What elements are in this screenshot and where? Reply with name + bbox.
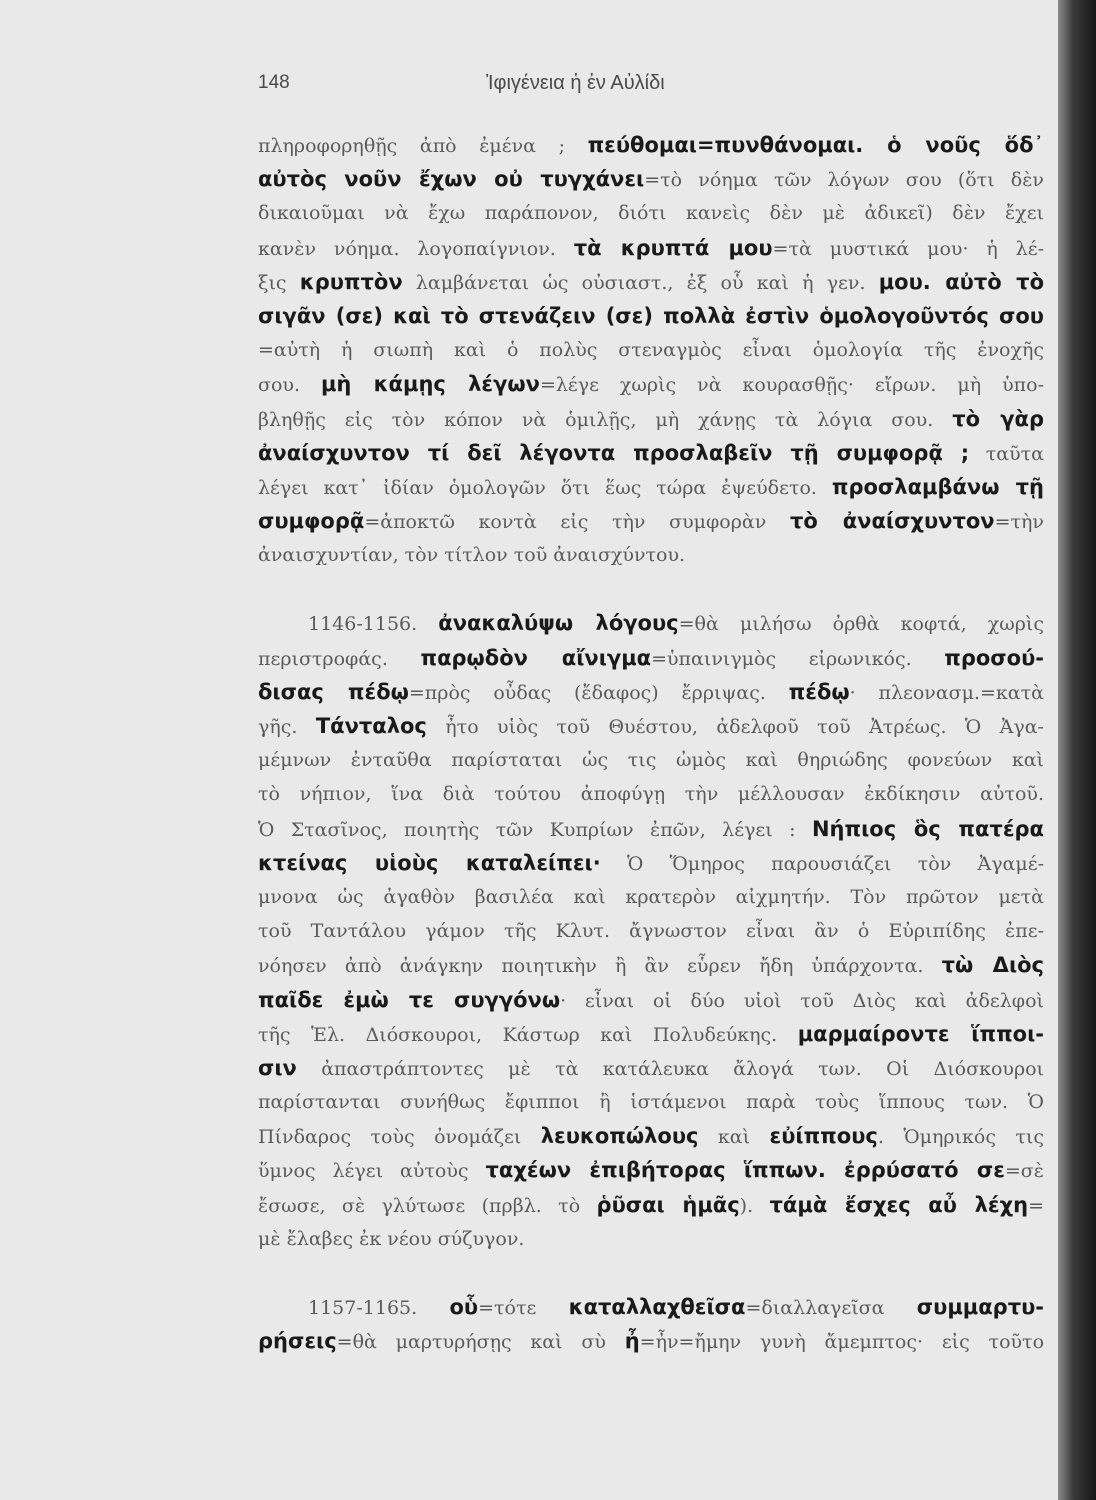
gloss-text: =λέγε χωρὶς νὰ κουρασθῇς· εἴρων. μὴ ὑπο- xyxy=(539,374,1044,397)
lemma-bold: ἀνακαλύψω λόγους xyxy=(438,611,679,636)
text-line xyxy=(258,470,1044,504)
lemma-bold: ἀναίσχυντον τί δεῖ λέγοντα προσλαβεῖν τῇ συμφορᾷ ; xyxy=(258,440,970,465)
gloss-text: ταῦτα xyxy=(969,442,1044,465)
text-line xyxy=(258,231,1044,265)
gloss-text: ξις xyxy=(258,271,300,294)
lemma-bold: ρήσεις xyxy=(258,1329,337,1354)
gloss-text: =ἦν=ἤμην γυνὴ ἄμεμπτος· εἰς τοῦτο xyxy=(639,1331,1044,1354)
gloss-text: τὸ νήπιον, ἵνα διὰ τούτου ἀποφύγῃ τὴν μέλλουσαν ἐκδίκησιν αὐτοῦ. xyxy=(258,783,1044,806)
gloss-text: =τὴν xyxy=(994,511,1044,534)
lemma-bold: λευκοπώλους xyxy=(540,1124,699,1149)
text-line xyxy=(258,948,1044,982)
gloss-text: ἀπαστράπτοντες μὲ τὰ κατάλευκα ἄλογά των. Οἱ Διόσκουροι xyxy=(296,1057,1044,1080)
book-spine-edge xyxy=(1058,0,1096,1500)
gloss-text: 1157-1165. xyxy=(308,1297,450,1319)
text-line xyxy=(258,196,1044,230)
gloss-text: σου. xyxy=(258,374,321,397)
commentary-paragraph xyxy=(258,1290,1044,1358)
text-line xyxy=(258,128,1044,162)
gloss-text: ἀναισχυντίαν, τὸν τίτλον τοῦ ἀναισχύντου. xyxy=(258,544,686,567)
gloss-text: νόησεν ἀπὸ ἀνάγκην ποιητικὴν ἢ ἂν εὗρεν ἤδη ὑπάρχοντα. xyxy=(258,955,942,978)
gloss-text: λέγει κατ᾽ ἰδίαν ὁμολογῶν ὅτι ἕως τώρα ἐψεύδετο. xyxy=(258,476,832,499)
gloss-text: βληθῇς εἰς τὸν κόπον νὰ ὁμιλῇς, μὴ χάνῃς τὰ λόγια σου. xyxy=(258,408,953,431)
gloss-text: = xyxy=(1028,1194,1044,1217)
text-line xyxy=(258,1290,1044,1324)
gloss-text: πληροφορηθῇς ἀπὸ ἐμένα ; xyxy=(258,135,588,157)
lemma-bold: προσλαμβάνω τῇ xyxy=(831,474,1044,499)
lemma-bold: τὼ Διὸς xyxy=(941,953,1044,978)
gloss-text: παρίστανται συνήθως ἔφιπποι ἢ ἱστάμενοι παρὰ τοὺς ἵππους των. Ὁ xyxy=(258,1091,1044,1114)
lemma-bold: ταχέων ἐπιβήτορας ἵππων. ἐρρύσατό σε xyxy=(485,1158,1005,1183)
gloss-text: . Ὁμηρικός τις xyxy=(877,1126,1044,1149)
lemma-bold: καταλλαχθεῖσα xyxy=(568,1295,746,1319)
text-line xyxy=(258,367,1044,401)
gloss-text: ὕμνος λέγει αὐτοὺς xyxy=(258,1160,486,1183)
lemma-bold: μου. αὐτὸ τὸ xyxy=(878,269,1044,294)
gloss-text: =τότε xyxy=(478,1297,569,1319)
gloss-text: =διαλλαγεῖσα xyxy=(745,1297,917,1319)
text-line xyxy=(258,436,1044,470)
page-header xyxy=(258,72,1048,102)
lemma-bold: μὴ κάμῃς λέγων xyxy=(320,372,540,397)
gloss-text: · πλεονασμ.=κατὰ xyxy=(849,681,1044,704)
text-line xyxy=(258,1153,1044,1187)
lemma-bold: συμφορᾷ xyxy=(258,509,365,534)
gloss-text: κανὲν νόημα. λογοπαίγνιον. xyxy=(258,237,574,260)
lemma-bold: πέδῳ xyxy=(788,679,850,704)
lemma-bold: συμμαρτυ- xyxy=(916,1295,1044,1319)
text-line xyxy=(258,846,1044,880)
gloss-text: μὲ ἔλαβες ἐκ νέου σύζυγον. xyxy=(258,1227,525,1250)
commentary-paragraph xyxy=(258,128,1044,572)
gloss-text: =πρὸς οὖδας (ἔδαφος) ἔρριψας. xyxy=(408,681,789,704)
lemma-bold: κτείνας υἱοὺς καταλείπει· xyxy=(258,850,601,875)
gloss-text: =αὐτὴ ἡ σιωπὴ καὶ ὁ πολὺς στεναγμὸς εἶναι ὁμολογία τῆς ἐνοχῆς xyxy=(258,339,1044,362)
gloss-text: =ὑπαινιγμὸς εἰρωνικός. xyxy=(651,647,945,670)
lemma-bold: κρυπτὸν xyxy=(299,269,403,294)
gloss-text: τῆς Ἑλ. Διόσκουροι, Κάστωρ καὶ Πολυδεύκης. xyxy=(258,1023,798,1046)
text-line xyxy=(258,1222,1044,1256)
lemma-bold: σιν xyxy=(258,1055,297,1080)
gloss-text: περιστροφάς. xyxy=(258,647,421,670)
lemma-bold: παῖδε ἐμὼ τε συγγόνω xyxy=(258,987,561,1012)
lemma-bold: δισας πέδῳ xyxy=(258,679,409,704)
text-line xyxy=(258,914,1044,948)
gloss-text: ἦτο υἱὸς τοῦ Θυέστου, ἀδελφοῦ τοῦ Ἀτρέως. Ὁ Ἀγα- xyxy=(426,716,1044,738)
lemma-bold: τὸ ἀναίσχυντον xyxy=(789,509,995,534)
text-line xyxy=(258,333,1044,367)
text-line xyxy=(258,299,1044,333)
text-line xyxy=(258,606,1044,640)
text-line xyxy=(258,504,1044,538)
paragraph-gap xyxy=(258,572,1044,606)
text-line xyxy=(258,777,1044,811)
lemma-bold: ἦ xyxy=(624,1329,640,1354)
gloss-text: τοῦ Ταντάλου γάμον τῆς Κλυτ. ἄγνωστον εἶναι ἂν ὁ Εὐριπίδης ἐπε- xyxy=(258,920,1044,943)
gloss-text: Ὁ Στασῖνος, ποιητὴς τῶν Κυπρίων ἐπῶν, λέγει : xyxy=(258,818,812,841)
lemma-bold: σιγᾶν (σε) καὶ τὸ στενάζειν (σε) πολλὰ ἐστὶν ὁμολογοῦντός σου xyxy=(258,303,1044,328)
text-line xyxy=(258,162,1044,196)
paragraph-gap xyxy=(258,1256,1044,1290)
text-line xyxy=(258,1051,1044,1085)
gloss-text: =θὰ μιλήσω ὀρθὰ κοφτά, χωρὶς xyxy=(678,613,1044,636)
text-line xyxy=(258,641,1044,675)
gloss-text: =ἀποκτῶ κοντὰ εἰς τὴν συμφορὰν xyxy=(364,511,790,534)
gloss-text: μέμνων ἐνταῦθα παρίσταται ὡς τις ὠμὸς καὶ θηριώδης φονεύων καὶ xyxy=(258,749,1044,772)
gloss-text: δικαιοῦμαι νὰ ἔχω παράπονον, διότι κανεὶς δὲν μὲ ἀδικεῖ) δὲν ἔχει xyxy=(258,202,1044,225)
lemma-bold: ῥῦσαι ἡμᾶς xyxy=(596,1192,740,1217)
lemma-bold: προσού- xyxy=(944,645,1044,670)
text-line xyxy=(258,812,1044,846)
text-line xyxy=(258,743,1044,777)
gloss-text: =τὸ νόημα τῶν λόγων σου (ὅτι δὲν xyxy=(644,169,1044,192)
text-line xyxy=(258,1085,1044,1119)
lemma-bold: πεύθομαι=πυνθάνομαι. ὁ νοῦς ὅδ᾽ xyxy=(587,133,1044,157)
text-line xyxy=(258,1119,1044,1153)
text-line xyxy=(258,709,1044,743)
text-line xyxy=(258,402,1044,436)
gloss-text: καὶ xyxy=(698,1126,770,1149)
lemma-bold: τάμὰ ἔσχες αὖ λέχη xyxy=(769,1192,1029,1217)
page-number: 148 xyxy=(258,72,290,93)
gloss-text: μνονα ὡς ἀγαθὸν βασιλέα καὶ κρατερὸν αἰχμητήν. Τὸν πρῶτον μετὰ xyxy=(258,885,1044,908)
lemma-bold: παρῳδὸν αἴνιγμα xyxy=(420,645,652,670)
gloss-text: Πίνδαρος τοὺς ὀνομάζει xyxy=(258,1126,541,1149)
text-line xyxy=(258,538,1044,572)
gloss-text: 1146-1156. xyxy=(308,613,439,636)
gloss-text: λαμβάνεται ὡς οὐσιαστ., ἐξ οὗ καὶ ἡ γεν. xyxy=(402,271,879,294)
gloss-text: ἔσωσε, σὲ γλύτωσε (πρβλ. τὸ xyxy=(258,1194,597,1217)
text-line xyxy=(258,880,1044,914)
gloss-text: Ὁ Ὅμηρος παρουσιάζει τὸν Ἀγαμέ- xyxy=(600,852,1044,875)
gloss-text: γῆς. xyxy=(258,716,316,738)
running-title: Ἰφιγένεια ἡ ἐν Αὐλίδι xyxy=(486,72,665,94)
text-line xyxy=(258,265,1044,299)
lemma-bold: τὰ κρυπτά μου xyxy=(573,235,773,260)
lemma-bold: οὗ xyxy=(449,1295,479,1319)
gloss-text: · εἶναι οἱ δύο υἱοὶ τοῦ Διὸς καὶ ἀδελφοὶ xyxy=(560,989,1044,1012)
text-line xyxy=(258,1324,1044,1358)
lemma-bold: τὸ γὰρ xyxy=(952,406,1044,431)
text-line xyxy=(258,983,1044,1017)
page-body xyxy=(258,128,1044,1358)
gloss-text: =θὰ μαρτυρήσῃς καὶ σὺ xyxy=(336,1331,625,1354)
text-line xyxy=(258,1017,1044,1051)
gloss-text: ). xyxy=(739,1194,770,1217)
text-line xyxy=(258,1188,1044,1222)
lemma-bold: αὐτὸς νοῦν ἔχων οὐ τυγχάνει xyxy=(258,167,645,192)
lemma-bold: μαρμαίροντε ἵπποι- xyxy=(797,1021,1044,1046)
commentary-paragraph xyxy=(258,606,1044,1256)
lemma-bold: Τάνταλος xyxy=(315,714,427,738)
gloss-text: =τὰ μυστικά μου· ἡ λέ- xyxy=(772,237,1044,260)
text-line xyxy=(258,675,1044,709)
gloss-text: =σὲ xyxy=(1004,1160,1044,1183)
lemma-bold: εὐίππους xyxy=(769,1124,878,1149)
lemma-bold: Νήπιος ὃς πατέρα xyxy=(811,816,1044,841)
